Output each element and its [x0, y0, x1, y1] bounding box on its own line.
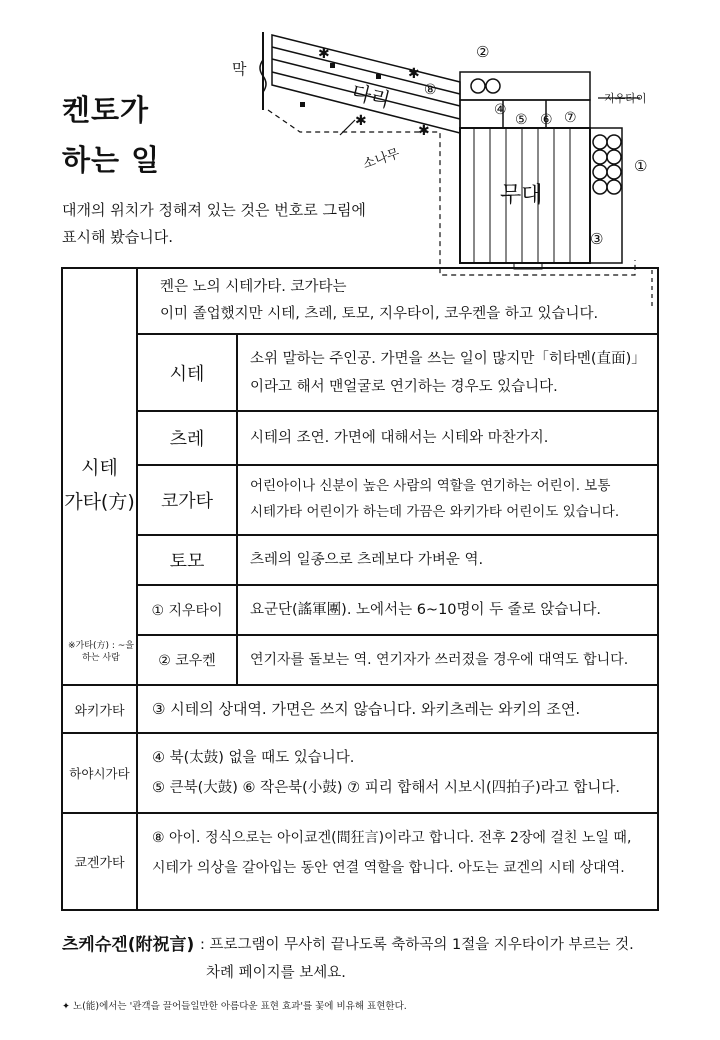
label-shite-kata: 시테 가타(方): [64, 457, 135, 513]
marker-2: ②: [476, 43, 490, 61]
role-desc-kokata-2: 시테가타 어린이가 하는데 가끔은 와키가타 어린이도 있습니다.: [250, 504, 620, 520]
label-jiutaiza: 지우타이: [604, 92, 647, 105]
svg-text:✱: ✱: [418, 123, 430, 139]
svg-text:✱: ✱: [408, 66, 420, 82]
label-stage: 무대: [500, 183, 543, 208]
role-name-koken: ② 코우켄: [158, 653, 216, 669]
role-desc-jiutai: 요군단(謠軍團). 노에서는 6~10명이 두 줄로 앉습니다.: [250, 602, 602, 618]
bottom-term: 츠케슈겐(附祝言): [62, 935, 195, 955]
marker-5: ⑤: [515, 112, 528, 128]
shite-intro-line-2: 이미 졸업했지만 시테, 츠레, 토모, 지우타이, 코우켄을 하고 있습니다.: [160, 306, 599, 322]
title-line-1: 켄토가: [62, 93, 150, 127]
marker-7: ⑦: [564, 110, 577, 126]
kyogen-kata-line-1: ⑧ 아이. 정식으로는 아이쿄겐(間狂言)이라고 합니다. 전후 2장에 걸친 노일 때,: [152, 830, 632, 846]
marker-3: ③: [590, 230, 604, 248]
label-curtain: 막: [232, 60, 247, 78]
role-name-tomo: 토모: [169, 551, 205, 572]
note-kata: ※가타(方) : ~을 하는 사람: [68, 641, 134, 663]
label-waki-kata: 와키가타: [74, 703, 125, 719]
role-desc-tomo: 츠레의 일종으로 츠레보다 가벼운 역.: [250, 552, 484, 568]
role-desc-kokata-1: 어린아이나 신분이 높은 사람의 역할을 연기하는 어린이. 보통: [250, 478, 611, 494]
bottom-line-1: : 프로그램이 무사히 끝나도록 축하곡의 1절을 지우타이가 부르는 것.: [200, 937, 634, 953]
title-line-2: 하는 일: [62, 143, 161, 177]
bottom-line-2: 차례 페이지를 보세요.: [206, 965, 346, 981]
marker-8: ⑧: [424, 82, 437, 98]
intro-line-1: 대개의 위치가 정해져 있는 것은 번호로 그림에: [62, 201, 366, 219]
hayashi-kata-line-1: ④ 북(太鼓) 없을 때도 있습니다.: [152, 750, 355, 766]
intro-line-2: 표시해 봤습니다.: [62, 228, 173, 246]
marker-6: ⑥: [540, 112, 553, 128]
marker-4: ④: [494, 102, 507, 118]
role-desc-shite-1: 소위 말하는 주인공. 가면을 쓰는 일이 많지만「히타멘(直面)」: [250, 351, 646, 367]
label-pine: 소나무: [361, 146, 402, 173]
role-name-tsure: 츠레: [169, 429, 205, 450]
role-name-kokata: 코가타: [160, 491, 214, 512]
marker-1: ①: [634, 157, 648, 175]
svg-text:✱: ✱: [355, 113, 367, 129]
label-bridge: 다리: [349, 79, 393, 113]
role-name-jiutai: ① 지우타이: [151, 603, 223, 619]
role-desc-shite-2: 이라고 해서 맨얼굴로 연기하는 경우도 있습니다.: [250, 379, 558, 395]
label-kyogen-kata: 쿄겐가타: [74, 856, 125, 871]
waki-kata-desc: ③ 시테의 상대역. 가면은 쓰지 않습니다. 와키츠레는 와키의 조연.: [152, 700, 581, 718]
hayashi-kata-line-2: ⑤ 큰북(大鼓) ⑥ 작은북(小鼓) ⑦ 피리 합해서 시보시(四拍子)라고 합니다.: [152, 780, 621, 796]
kyogen-kata-line-2: 시테가 의상을 갈아입는 동안 연결 역할을 합니다. 아도는 쿄겐의 시테 상대역.: [152, 860, 625, 876]
label-hayashi-kata: 하야시가타: [69, 766, 130, 781]
role-desc-koken: 연기자를 돌보는 역. 연기자가 쓰러졌을 경우에 대역도 합니다.: [250, 652, 629, 668]
shite-intro-line-1: 켄은 노의 시테가타. 코가타는: [160, 279, 347, 295]
role-desc-tsure: 시테의 조연. 가면에 대해서는 시테와 마찬가지.: [250, 430, 549, 446]
footnote: ✦ 노(能)에서는 '관객을 끌어들일만한 아름다운 표현 효과'를 꽃에 비유해 표현한다.: [62, 1001, 407, 1012]
svg-text:✱: ✱: [318, 46, 330, 62]
role-name-shite: 시테: [169, 363, 205, 385]
